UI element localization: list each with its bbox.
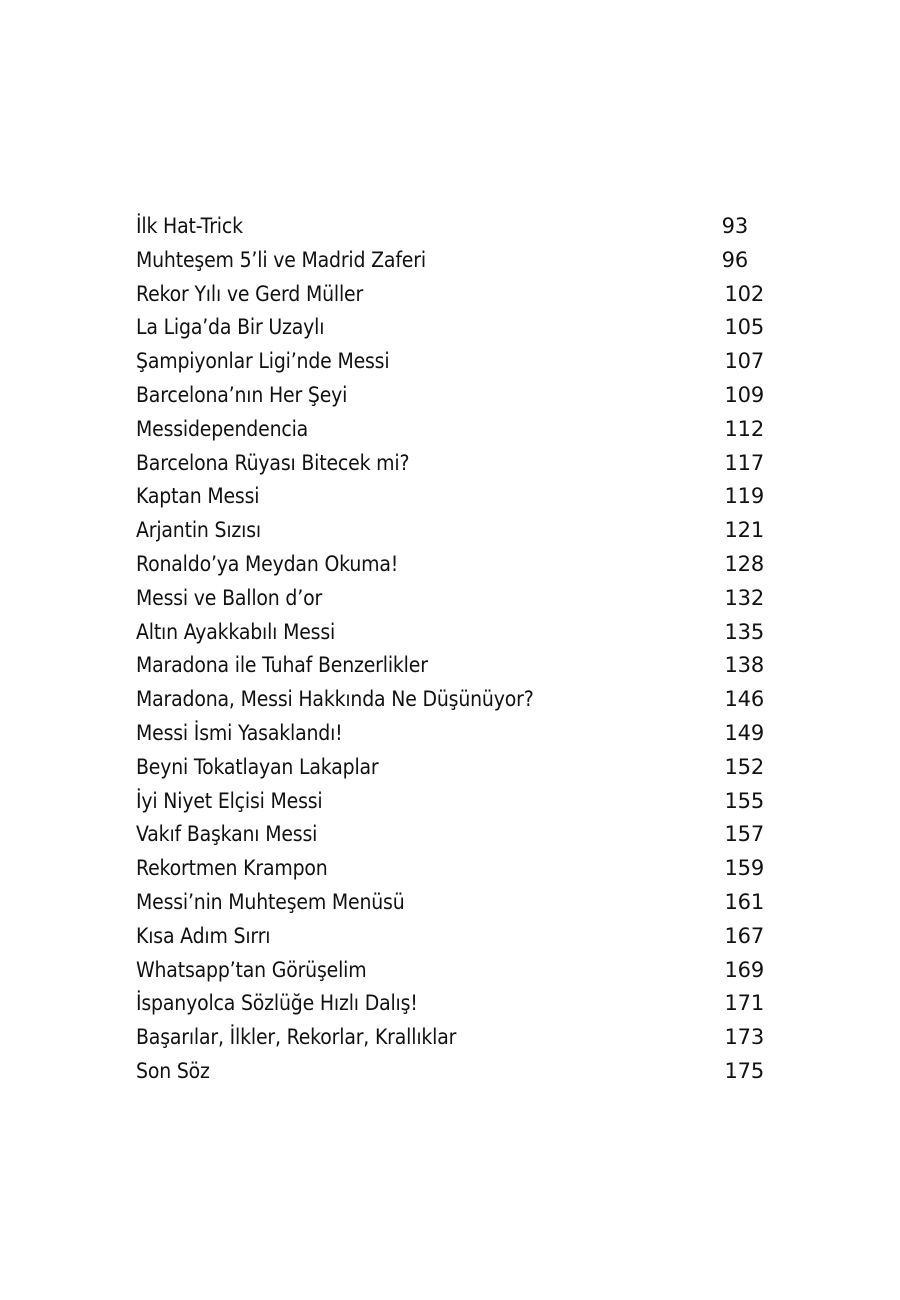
toc-entry xyxy=(136,785,764,819)
toc-entry xyxy=(136,345,764,379)
toc-entry-title: Altın Ayakkabılı Messi xyxy=(136,619,336,644)
toc-entry-page: 132 xyxy=(724,585,764,610)
toc-entry-title: Messi’nin Muhteşem Menüsü xyxy=(136,889,405,914)
toc-entry-page: 138 xyxy=(724,653,764,678)
toc-entry xyxy=(136,751,764,785)
toc-entry xyxy=(136,616,764,650)
toc-entry-page: 121 xyxy=(724,518,764,543)
toc-entry xyxy=(136,514,764,548)
toc-entry-title: İlk Hat-Trick xyxy=(136,214,243,238)
toc-entry-title: Maradona, Messi Hakkında Ne Düşünüyor? xyxy=(136,687,534,712)
toc-entry xyxy=(136,683,764,717)
toc-entry-page: 152 xyxy=(724,754,764,779)
toc-entry-page: 175 xyxy=(724,1058,764,1083)
toc-entry-title: Başarılar, İlkler, Rekorlar, Krallıklar xyxy=(136,1025,457,1050)
toc-entry xyxy=(136,920,764,954)
toc-entry xyxy=(136,413,764,447)
toc-entry-title: Kısa Adım Sırrı xyxy=(136,923,271,948)
toc-entry-title: Barcelona’nın Her Şeyi xyxy=(136,382,348,407)
toc-entry-title: Rekor Yılı ve Gerd Müller xyxy=(136,281,364,306)
toc-entry-page: 96 xyxy=(721,247,748,272)
toc-entry-page: 117 xyxy=(724,450,764,475)
toc-entry-title: Ronaldo’ya Meydan Okuma! xyxy=(136,551,399,576)
toc-entry-page: 135 xyxy=(724,619,764,644)
toc-entry xyxy=(136,447,764,481)
toc-entry xyxy=(136,278,764,312)
toc-entry-title: Barcelona Rüyası Bitecek mi? xyxy=(136,450,410,475)
toc-entry-title: Muhteşem 5’li ve Madrid Zaferi xyxy=(136,247,426,272)
toc-entry-page: 112 xyxy=(724,416,764,441)
toc-entry-title: Messidependencia xyxy=(136,416,309,441)
table-of-contents xyxy=(136,210,764,1089)
toc-entry-title: Vakıf Başkanı Messi xyxy=(136,822,318,847)
toc-entry-page: 173 xyxy=(724,1025,764,1050)
toc-entry-title: La Liga’da Bir Uzaylı xyxy=(136,315,325,340)
toc-entry-page: 159 xyxy=(724,856,764,881)
toc-entry-title: Beyni Tokatlayan Lakaplar xyxy=(136,754,379,779)
toc-entry-page: 149 xyxy=(724,720,764,745)
toc-entry-page: 169 xyxy=(724,957,764,982)
toc-entry xyxy=(136,210,764,244)
toc-entry-page: 105 xyxy=(724,315,764,340)
toc-entry-title: Şampiyonlar Ligi’nde Messi xyxy=(136,349,390,374)
toc-entry xyxy=(136,987,764,1021)
toc-entry xyxy=(136,852,764,886)
toc-entry xyxy=(136,818,764,852)
toc-entry-page: 109 xyxy=(724,382,764,407)
toc-entry xyxy=(136,244,764,278)
toc-entry xyxy=(136,379,764,413)
toc-entry xyxy=(136,649,764,683)
toc-entry xyxy=(136,886,764,920)
toc-entry-page: 157 xyxy=(724,822,764,847)
toc-entry-title: Messi İsmi Yasaklandı! xyxy=(136,720,343,745)
toc-entry xyxy=(136,311,764,345)
toc-entry-title: Whatsapp’tan Görüşelim xyxy=(136,957,367,982)
toc-entry-page: 161 xyxy=(724,889,764,914)
toc-entry xyxy=(136,954,764,988)
toc-entry xyxy=(136,1021,764,1055)
toc-entry-page: 107 xyxy=(724,349,764,374)
toc-entry-page: 155 xyxy=(724,788,764,813)
toc-entry-title: Son Söz xyxy=(136,1058,210,1083)
toc-entry-title: Arjantin Sızısı xyxy=(136,518,261,543)
toc-entry xyxy=(136,548,764,582)
toc-entry xyxy=(136,582,764,616)
toc-entry-title: Kaptan Messi xyxy=(136,484,260,509)
toc-entry-page: 128 xyxy=(724,551,764,576)
toc-entry-page: 171 xyxy=(724,991,764,1016)
toc-entry-page: 146 xyxy=(724,687,764,712)
toc-entry-title: Maradona ile Tuhaf Benzerlikler xyxy=(136,653,428,678)
toc-entry-title: İspanyolca Sözlüğe Hızlı Dalış! xyxy=(136,991,418,1016)
toc-entry xyxy=(136,717,764,751)
toc-entry-title: Rekortmen Krampon xyxy=(136,856,328,881)
toc-entry-title: Messi ve Ballon d’or xyxy=(136,585,323,610)
toc-entry-title: İyi Niyet Elçisi Messi xyxy=(136,788,323,813)
toc-entry-page: 93 xyxy=(721,214,748,238)
toc-entry xyxy=(136,480,764,514)
toc-entry-page: 119 xyxy=(724,484,764,509)
toc-entry xyxy=(136,1055,764,1089)
toc-entry-page: 167 xyxy=(724,923,764,948)
toc-entry-page: 102 xyxy=(724,281,764,306)
